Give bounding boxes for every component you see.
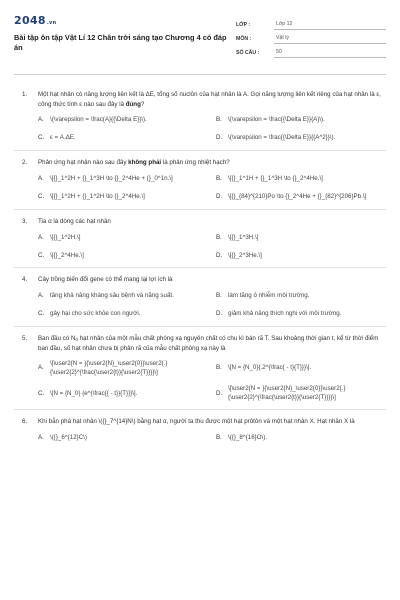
- answer-option[interactable]: [216, 173, 388, 185]
- answer-option[interactable]: [38, 231, 208, 243]
- answer-option[interactable]: [38, 249, 208, 261]
- question-text-part: Ban đầu có N: [38, 335, 76, 343]
- option-letter: D.: [216, 193, 223, 201]
- logo-main: 2048: [14, 14, 46, 27]
- option-text: \(\varepsilon = \frac{{\Delta E}}{{A^2}}\).: [228, 134, 336, 142]
- question-text: Khi bắn phá hạt nhân \({}_7^{14}N\) bằng hạt α, người ta thu được một hạt prôtôn và một hạt nhân X. Hạt nhân X là: [38, 418, 355, 426]
- option-letter: B.: [216, 292, 222, 300]
- option-text: \(\varepsilon = \frac{A}{{\Delta E}}\).: [50, 116, 147, 124]
- question-text-after: ?: [140, 100, 145, 108]
- option-text: \({}_8^{16}O\).: [228, 433, 268, 441]
- question-number: 6.: [22, 418, 28, 426]
- question-text-part: hạt nhân của một mẫu chất phóng xạ nguyên chất có chu kì bán rã T. Sau khoảng thời gian t, kể từ thời điểm ban đầu, số hạt nhân chưa bị phân rã của mẫu chất phóng xạ này là: [38, 335, 379, 353]
- question-number: 4.: [22, 276, 28, 284]
- answer-options: [14, 173, 386, 203]
- answer-options: [14, 114, 386, 144]
- answer-option[interactable]: [38, 432, 208, 444]
- question-text: [38, 158, 386, 168]
- logo-suffix: .vn: [46, 20, 57, 26]
- option-letter: C.: [38, 134, 45, 142]
- option-text: \[{}_2^4He.\]: [50, 251, 84, 259]
- option-text: làm tăng ô nhiễm môi trường.: [228, 292, 310, 300]
- option-letter: C.: [38, 193, 45, 201]
- question-item: [14, 83, 386, 151]
- answer-options: [14, 231, 386, 261]
- option-text: \(\varepsilon = \frac{{\Delta E}}{A}\).: [228, 116, 325, 124]
- meta-row-count: [236, 44, 386, 58]
- question-text: Cây trồng biến đổi gene có thể mang lại lợi ích là: [38, 276, 173, 284]
- site-logo[interactable]: [14, 14, 229, 27]
- question-emphasis: đúng: [125, 100, 141, 108]
- header: [14, 14, 386, 58]
- question-stem: [14, 158, 386, 168]
- option-letter: D.: [216, 134, 223, 142]
- answer-option[interactable]: [216, 432, 388, 444]
- meta-row-subject: [236, 30, 386, 44]
- option-letter: D.: [216, 310, 223, 318]
- option-letter: A.: [38, 233, 44, 241]
- answer-option[interactable]: [216, 308, 388, 320]
- question-item: [14, 151, 386, 210]
- option-text: \[\user2{N = }{\user2{N}_\user2{0}}\user2{.}{\user2{2}^{\frac{\user2{t}}{\user2{T}}}}\]: [228, 384, 346, 402]
- answer-option[interactable]: [38, 290, 208, 302]
- answer-option[interactable]: [38, 359, 208, 378]
- question-emphasis: không phải: [128, 159, 162, 167]
- option-letter: B.: [216, 433, 222, 441]
- question-number: 2.: [22, 159, 28, 167]
- option-letter: B.: [216, 233, 222, 241]
- option-text: tăng khả năng kháng sâu bệnh và năng suất.: [50, 292, 174, 300]
- answer-option[interactable]: [216, 132, 388, 144]
- option-letter: C.: [38, 310, 45, 318]
- question-text: Tia α là dòng các hạt nhân: [38, 217, 111, 225]
- question-text-after: là phản ứng nhiệt hạch?: [161, 159, 230, 167]
- question-stem: [14, 90, 386, 109]
- option-text: \[{}_{84}^{210}Po \to {}_2^4He + {}_{82}^{206}Pb.\]: [228, 193, 367, 201]
- option-text: \({}_6^{12}C\): [50, 433, 87, 441]
- option-text: giảm khả năng thích nghi với môi trường.: [228, 310, 342, 318]
- option-letter: B.: [216, 116, 222, 124]
- answer-option[interactable]: [38, 132, 208, 144]
- header-divider: [14, 74, 386, 75]
- answer-options: [14, 359, 386, 403]
- option-text: \[{}_1^2H + {}_1^3H \to {}_2^4He + {}_0^1n.\]: [50, 175, 173, 183]
- answer-option[interactable]: [216, 231, 388, 243]
- option-letter: A.: [38, 364, 44, 372]
- answer-option[interactable]: [38, 173, 208, 185]
- option-text: \[N = {N_0}{.2^{\frac{ - t}{T}}}\].: [228, 364, 312, 372]
- question-number: 1.: [22, 91, 28, 98]
- meta-value: Vật lý: [274, 35, 386, 44]
- option-text: gây hại cho sức khỏe con người.: [50, 310, 141, 318]
- meta-value: 50: [274, 49, 386, 58]
- option-letter: A.: [38, 175, 44, 183]
- option-letter: A.: [38, 433, 44, 441]
- meta-row-class: [236, 16, 386, 30]
- question-item: [14, 268, 386, 327]
- question-item: [14, 327, 386, 410]
- answer-option[interactable]: [216, 384, 388, 403]
- question-list: [14, 83, 386, 450]
- document-title: Bài tập ôn tập Vật Lí 12 Chân trời sáng tạo Chương 4 có đáp án: [14, 33, 227, 52]
- option-text: \[N = {N_0} {e^{\frac{{ - t}}{T}}}\].: [50, 389, 138, 397]
- option-text: \[{}_2^3He.\]: [228, 251, 262, 259]
- answer-option[interactable]: [216, 290, 388, 302]
- question-text-part: Phản ứng hạt nhân nào sau đây: [38, 159, 129, 167]
- question-item: [14, 210, 386, 269]
- question-item: [14, 410, 386, 450]
- meta-info: [236, 16, 386, 58]
- question-text: [38, 90, 386, 109]
- option-text: ε = A.ΔE.: [50, 134, 76, 142]
- question-number: 5.: [22, 335, 28, 343]
- option-text: \[{}_1^1H + {}_1^3H \to {}_2^4He.\]: [228, 175, 323, 183]
- option-text: \[{}_1^3H.\]: [228, 233, 259, 241]
- option-letter: A.: [38, 116, 44, 124]
- meta-label: MÔN :: [236, 36, 252, 42]
- meta-label: LỚP :: [236, 22, 251, 28]
- answer-option[interactable]: [38, 191, 208, 203]
- question-stem: [14, 275, 386, 285]
- option-text: \[{}_1^2H.\]: [50, 233, 81, 241]
- option-letter: C.: [38, 251, 45, 259]
- question-text: [38, 334, 386, 354]
- answer-option[interactable]: [216, 114, 388, 126]
- option-text: \[\user2{N = }{\user2{N}_\user2{0}}\user2{.}{\user2{2}^{\frac{\user2{t}}{\user2{T}}}}\]: [50, 359, 168, 377]
- option-letter: D.: [216, 251, 223, 259]
- subscript: 0: [75, 337, 79, 343]
- answer-option[interactable]: [38, 384, 208, 403]
- question-text-part: Một hạt nhân có năng lượng liên kết là ΔE, tổng số nuclôn của hạt nhân là A. Gọi năng lượng liên kết riêng của hạt nhân là ε, công thức tính ε nào sau đây là: [38, 91, 381, 108]
- question-stem: [14, 417, 386, 427]
- answer-option[interactable]: [216, 359, 388, 378]
- answer-option[interactable]: [216, 191, 388, 203]
- answer-option[interactable]: [216, 249, 388, 261]
- option-letter: B.: [216, 364, 222, 372]
- option-letter: A.: [38, 292, 44, 300]
- answer-option[interactable]: [38, 114, 208, 126]
- option-text: \[{}_1^2H + {}_1^2H \to {}_2^4He.\]: [50, 193, 145, 201]
- answer-options: [14, 290, 386, 320]
- question-stem: [14, 217, 386, 227]
- option-letter: D.: [216, 389, 223, 397]
- answer-options: [14, 432, 386, 444]
- answer-option[interactable]: [38, 308, 208, 320]
- meta-value: Lớp 12: [274, 21, 386, 30]
- meta-label: SỐ CÂU :: [236, 50, 260, 56]
- header-left: [14, 14, 229, 58]
- option-letter: C.: [38, 389, 45, 397]
- question-stem: [14, 334, 386, 354]
- question-number: 3.: [22, 217, 28, 225]
- option-letter: B.: [216, 175, 222, 183]
